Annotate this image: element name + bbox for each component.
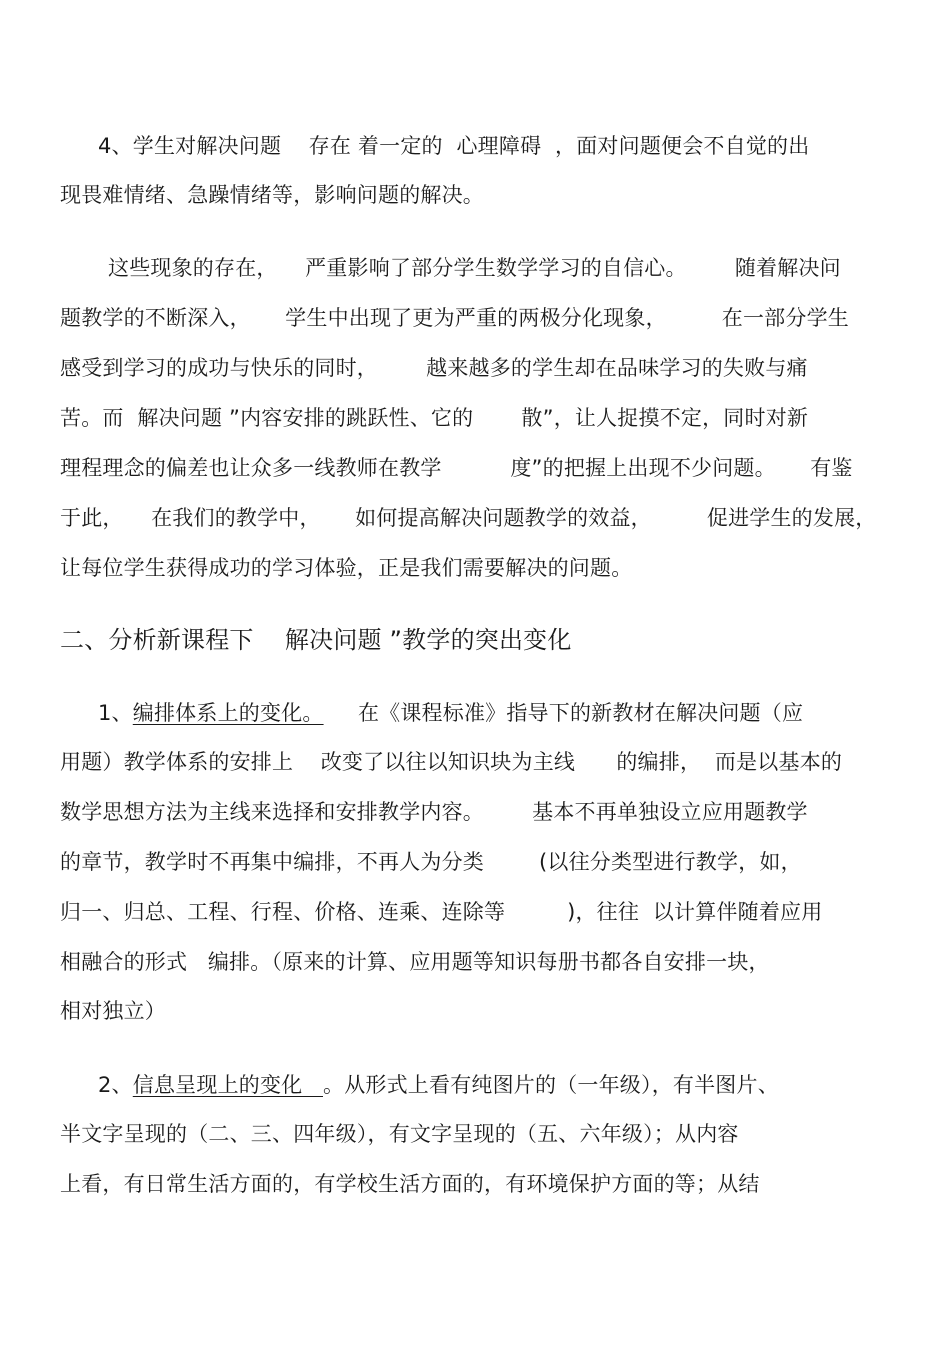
para-intro-line-2: 题教学的不断深入， 学生中出现了更为严重的两极分化现象， 在一部分学生 [60, 306, 849, 330]
item-2-line-2: 半文字呈现的（二、三、四年级），有文字呈现的（五、六年级）；从内容 [60, 1122, 739, 1146]
item-1-line-2: 用题）教学体系的安排上 改变了以往以知识块为主线 的编排， 而是以基本的 [60, 750, 843, 774]
para-intro-line-3: 感受到学习的成功与快乐的同时， 越来越多的学生却在品味学习的失败与痛 [60, 356, 808, 380]
item-1-number: 1、 [98, 701, 133, 725]
item-2-underlined-title: 信息呈现上的变化 [132, 1073, 323, 1097]
item-1-line-5: 归一、归总、工程、行程、价格、连乘、连除等 )，往往 以计算伴随着应用 [60, 900, 823, 924]
item-1-line-3: 数学思想方法为主线来选择和安排教学内容。 基本不再单独设立应用题教学 [60, 800, 808, 824]
item-1-line-7: 相对独立） [60, 999, 166, 1023]
section-2-heading: 二、分析新课程下 解决问题 ”教学的突出变化 [60, 626, 572, 654]
item-1-line-1-rest: 在《课程标准》指导下的新教材在解决问题（应 [323, 701, 804, 725]
item-2-number: 2、 [98, 1073, 133, 1097]
item-2-line-1 [98, 1071, 779, 1099]
item-2-line-1-rest: 。从形式上看有纯图片的（一年级），有半图片、 [323, 1073, 779, 1097]
para-4-line-1: 4、学生对解决问题 存在 着一定的 心理障碍 ，面对问题便会不自觉的出 [98, 134, 810, 158]
para-intro-line-4: 苦。而 解决问题 ”内容安排的跳跃性、它的 散”，让人捉摸不定，同时对新 [60, 406, 809, 430]
para-intro-line-5: 理程理念的偏差也让众多一线教师在教学 度”的把握上出现不少问题。 有鉴 [60, 456, 853, 480]
para-intro-line-7: 让每位学生获得成功的学习体验，正是我们需要解决的问题。 [60, 556, 633, 580]
item-2-line-3: 上看，有日常生活方面的，有学校生活方面的，有环境保护方面的等；从结 [60, 1172, 760, 1196]
item-1-line-4: 的章节，教学时不再集中编排，不再人为分类 (以往分类型进行教学，如， [60, 850, 802, 874]
para-intro-line-1: 这些现象的存在， 严重影响了部分学生数学学习的自信心。 随着解决问 [108, 256, 841, 280]
para-intro-line-6: 于此， 在我们的教学中， 如何提高解决问题教学的效益， 促进学生的发展， [60, 506, 877, 530]
item-1-line-6: 相融合的形式 编排。（原来的计算、应用题等知识每册书都各自安排一块， [60, 950, 770, 974]
item-1-line-1 [98, 699, 803, 727]
item-1-underlined-title: 编排体系上的变化。 [132, 701, 324, 725]
para-4-line-2: 现畏难情绪、急躁情绪等，影响问题的解决。 [60, 183, 484, 207]
